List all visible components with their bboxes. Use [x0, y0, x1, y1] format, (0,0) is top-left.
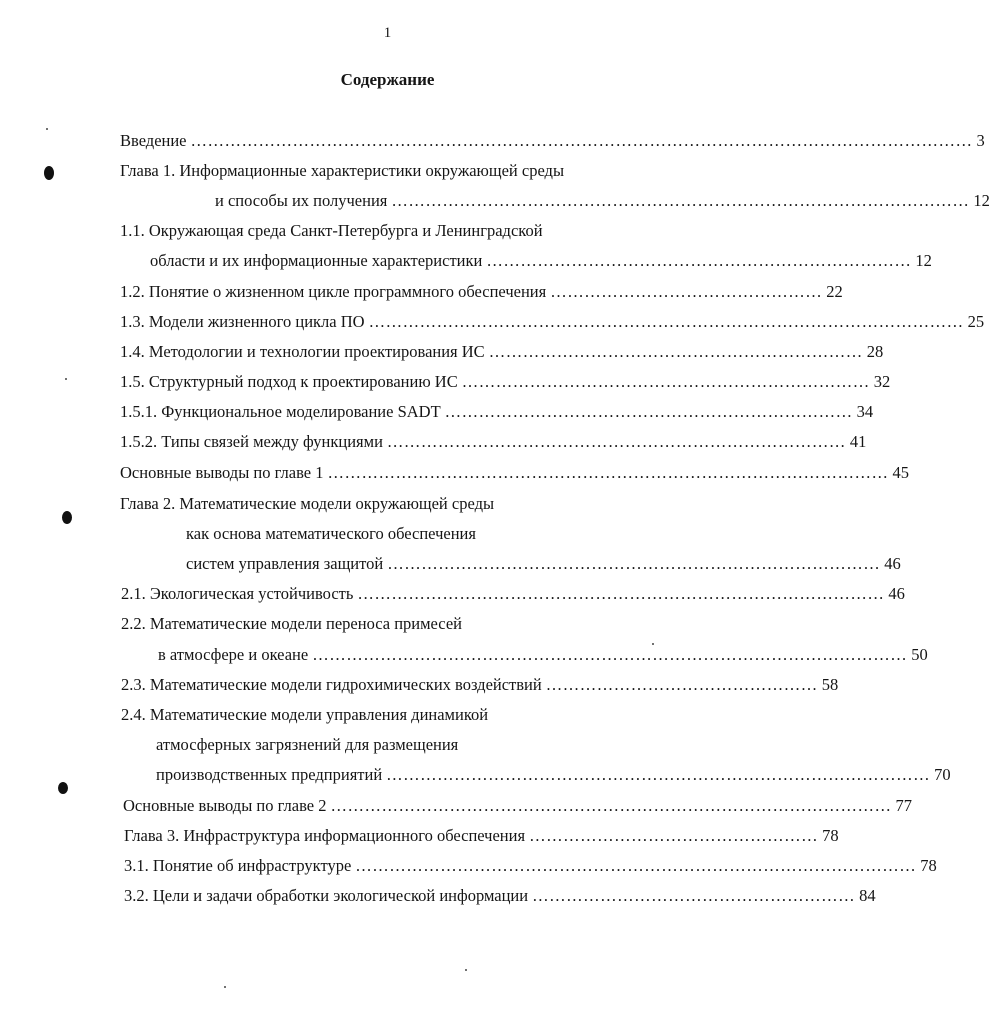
toc-page-number: 3: [976, 131, 985, 150]
toc-leader-dots: ………………………………………………………………………………………: [327, 463, 889, 482]
toc-entry-text: 3.2. Цели и задачи обработки экологической информации: [124, 886, 529, 905]
page-number: 1: [383, 25, 392, 41]
toc-entry-1-5-2[interactable]: [120, 432, 867, 452]
toc-leader-dots: ………………………………………………………………………………………: [330, 796, 892, 815]
page-title: Содержание: [340, 70, 435, 89]
toc-entry-text: 1.5.1. Функциональное моделирование SADT: [120, 402, 441, 421]
toc-entry-chapter-1[interactable]: [120, 161, 564, 181]
toc-page-number: 12: [973, 191, 990, 210]
toc-entry-conclusions-2[interactable]: [123, 796, 912, 816]
toc-entry-text: 1.2. Понятие о жизненном цикле программного обеспечения: [120, 282, 547, 301]
toc-entry-1-1-cont[interactable]: [150, 251, 932, 271]
toc-entry-text: Глава 1. Информационные характеристики окружающей среды: [120, 161, 565, 180]
toc-entry-text: 1.4. Методологии и технологии проектирования ИС: [120, 342, 485, 361]
toc-entry-text: 2.4. Математические модели управления динамикой: [121, 705, 489, 724]
toc-entry-text: Основные выводы по главе 1: [120, 463, 324, 482]
toc-leader-dots: ……………………………………………………………………………………………: [312, 645, 908, 664]
scan-speck: [224, 986, 226, 988]
toc-leader-dots: …………………………………………: [550, 282, 823, 301]
toc-entry-text: в атмосфере и океане: [158, 645, 309, 664]
toc-entry-2-2[interactable]: [121, 614, 462, 634]
toc-entry-text: 3.1. Понятие об инфраструктуре: [124, 856, 352, 875]
toc-leader-dots: …………………………………………: [545, 675, 818, 694]
toc-leader-dots: …………………………………………………………………………………………………………………………: [190, 131, 973, 150]
toc-entry-2-4-cont-2[interactable]: [156, 765, 951, 785]
punch-hole-mark: [62, 511, 72, 524]
toc-entry-1-1[interactable]: [120, 221, 543, 241]
toc-entry-chapter-2-cont-2[interactable]: [186, 554, 901, 574]
toc-entry-chapter-1-cont[interactable]: [215, 191, 990, 211]
toc-page-number: 78: [920, 856, 937, 875]
toc-leader-dots: …………………………………………………………………………………………: [391, 191, 970, 210]
toc-entry-1-2[interactable]: [120, 282, 843, 302]
toc-entry-chapter-2-cont[interactable]: [186, 524, 476, 544]
toc-leader-dots: …………………………………………………………………: [486, 251, 912, 270]
toc-entry-2-2-cont[interactable]: [158, 645, 928, 665]
scan-speck: [46, 128, 48, 130]
scan-speck: [465, 969, 467, 971]
toc-entry-introduction[interactable]: [120, 131, 985, 151]
toc-entry-chapter-3[interactable]: [124, 826, 839, 846]
toc-page-number: 45: [892, 463, 909, 482]
toc-page-number: 77: [895, 796, 912, 815]
toc-leader-dots: ……………………………………………………………………………………: [386, 765, 931, 784]
toc-entry-3-1[interactable]: [124, 856, 937, 876]
toc-page-number: 25: [967, 312, 985, 331]
toc-leader-dots: …………………………………………………: [532, 886, 856, 905]
toc-leader-dots: ………………………………………………………………………………………: [355, 856, 917, 875]
toc-page-number: 50: [911, 645, 928, 664]
toc-page-number: 28: [866, 342, 884, 361]
toc-entry-text: производственных предприятий: [156, 765, 383, 784]
toc-page-number: 22: [826, 282, 843, 301]
toc-entry-text: как основа математического обеспечения: [186, 524, 476, 543]
toc-entry-1-4[interactable]: [120, 342, 884, 362]
toc-entry-text: области и их информационные характеристики: [150, 251, 483, 270]
toc-page-number: 78: [822, 826, 839, 845]
toc-page-number: 84: [859, 886, 876, 905]
toc-page-number: 46: [888, 584, 905, 603]
toc-leader-dots: ……………………………………………: [529, 826, 819, 845]
toc-entry-text: атмосферных загрязнений для размещения: [156, 735, 459, 754]
toc-leader-dots: …………………………………………………………: [488, 342, 863, 361]
scan-speck: [65, 378, 67, 380]
toc-entry-1-5-1[interactable]: [120, 402, 874, 422]
toc-entry-2-4[interactable]: [121, 705, 488, 725]
toc-leader-dots: ……………………………………………………………………………: [387, 554, 881, 573]
toc-entry-text: Глава 2. Математические модели окружающей среды: [120, 494, 495, 513]
toc-entry-text: 2.3. Математические модели гидрохимических воздействий: [121, 675, 542, 694]
toc-page-number: 34: [856, 402, 874, 421]
toc-entry-text: Глава 3. Инфраструктура информационного обеспечения: [124, 826, 526, 845]
toc-entry-2-3[interactable]: [121, 675, 839, 695]
toc-entry-text: систем управления защитой: [186, 554, 384, 573]
toc-entry-chapter-2[interactable]: [120, 494, 494, 514]
toc-page-number: 46: [884, 554, 901, 573]
toc-page-number: 41: [849, 432, 867, 451]
toc-entry-text: 2.1. Экологическая устойчивость: [121, 584, 354, 603]
toc-leader-dots: ………………………………………………………………………: [386, 432, 846, 451]
toc-entry-text: 1.5. Структурный подход к проектированию ИС: [120, 372, 458, 391]
toc-entry-2-1[interactable]: [121, 584, 905, 604]
toc-leader-dots: ………………………………………………………………: [444, 402, 853, 421]
toc-leader-dots: …………………………………………………………………………………: [357, 584, 885, 603]
toc-entry-text: 2.2. Математические модели переноса примесей: [121, 614, 462, 633]
scan-speck: [652, 643, 654, 645]
toc-entry-text: Основные выводы по главе 2: [123, 796, 327, 815]
toc-entry-text: Введение: [120, 131, 187, 150]
toc-leader-dots: ……………………………………………………………………………………………: [368, 312, 964, 331]
toc-entry-1-3[interactable]: [120, 312, 985, 332]
punch-hole-mark: [58, 782, 68, 794]
toc-entry-3-2[interactable]: [124, 886, 876, 906]
toc-page-number: 12: [915, 251, 932, 270]
toc-page-number: 32: [873, 372, 891, 391]
toc-entry-conclusions-1[interactable]: [120, 463, 909, 483]
toc-entry-1-5[interactable]: [120, 372, 891, 392]
toc-entry-text: 1.3. Модели жизненного цикла ПО: [120, 312, 365, 331]
punch-hole-mark: [44, 166, 54, 180]
toc-entry-text: 1.1. Окружающая среда Санкт-Петербурга и Ленинградской: [120, 221, 543, 240]
toc-entry-text: 1.5.2. Типы связей между функциями: [120, 432, 383, 451]
toc-page-number: 70: [934, 765, 951, 784]
toc-page-number: 58: [821, 675, 839, 694]
toc-leader-dots: ………………………………………………………………: [461, 372, 870, 391]
toc-entry-2-4-cont[interactable]: [156, 735, 458, 755]
toc-entry-text: и способы их получения: [215, 191, 388, 210]
